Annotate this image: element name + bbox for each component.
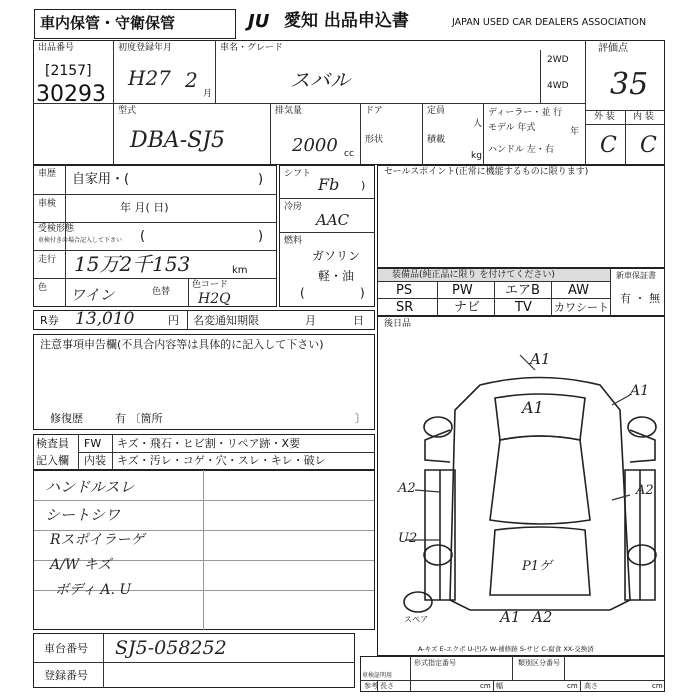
registration-month: 2 [185,68,198,92]
handwritten-line4: A/W キズ [50,557,112,573]
history-close: ) [258,172,264,187]
shift-close: ) [361,179,366,192]
handwritten-line3: Rスポイラーゲ [50,532,145,548]
handwritten-line1: ハンドルスレ [45,478,135,496]
registration-month-unit: 月 [203,89,213,99]
inspector-label: 検査員 [36,437,69,450]
inspection-label: 車検 [38,199,57,209]
inspection-value: 年 月( 日) [120,201,169,214]
displacement-value: 2000 [292,135,338,156]
lot-label: 出品番号 [38,43,75,53]
equipment-pw: PW [452,283,473,298]
damage-legend: A-キズ E-エクボ U-凹み W-補修跡 S-サビ C-腐食 XX-交換済 [418,645,594,653]
color-code-label: 色コード [192,280,229,290]
height-label: 高さ [584,682,598,690]
vehicle-name-label: 車名・グレード [220,43,284,53]
warranty-label: 新車保証書 [616,271,656,280]
mileage-value: 15万2千153 [74,252,191,276]
brand-title: 愛知 出品申込書 [284,11,409,31]
mileage-unit: km [232,265,248,276]
capacity-unit: 人 [473,119,483,129]
height-unit: cm [652,682,663,690]
vehicle-name: スバル [290,68,350,92]
length-label: 長さ [380,682,394,690]
inspector-row2: キズ・汚レ・コゲ・穴・スレ・キレ・破レ [117,454,326,467]
history-label: 車歴 [38,169,57,179]
shift-label: シフト [284,169,312,179]
fuel-label: 燃料 [284,236,303,246]
certificate-label: 車検証明用 [362,672,393,679]
spare-label: スペア [404,615,428,624]
evaluation-score: 35 [610,67,649,102]
exterior-grade: C [600,133,617,158]
displacement-label: 排気量 [275,106,303,116]
interior-label: 内 装 [633,112,654,122]
model-label: 型式 [118,106,137,116]
drive-2wd: 2WD [547,55,569,65]
equipment-navi: ナビ [454,300,481,315]
registration-label: 初度登録年月 [118,43,173,53]
equipment-aw: AW [568,283,590,298]
drive-4wd: 4WD [547,81,569,91]
shape-label: 形状 [365,135,384,145]
repair-close: 〕 [355,412,366,425]
class-number-label: 類別区分番号 [518,659,560,667]
registration-year: H27 [128,66,171,90]
notes-label: 注意事項申告欄(不具合内容等は具体的に記入して下さい) [40,338,324,351]
color-label: 色 [38,283,48,293]
equipment-airbag: エアB [505,283,540,298]
repair-label: 修復歴 [50,412,83,425]
year-unit: 年 [570,127,580,137]
load-unit: kg [471,151,482,161]
displacement-unit: cc [344,149,354,159]
damage-mark-p1-rear: P1ゲ [522,559,553,574]
damage-mark-a2-bottom: A2 [532,608,553,626]
equipment-label: 装備品(純正品に限り を付けてください) [392,270,555,280]
notice-label: 名変通知期限 [193,314,259,327]
equipment-ps: PS [396,283,413,298]
inspector-row1-prefix: FW [84,437,102,450]
color-value: ワイン [70,286,115,304]
handle-label: ハンドル 左・右 [488,145,554,155]
equipment-sr: SR [396,300,414,315]
lot-number: 30293 [36,82,106,107]
after-label: 後日品 [384,319,412,329]
registration-form-note: 車検付きの場合記入して下さい [38,237,123,244]
fuel-alt: 軽・油 [318,269,355,283]
chassis-label: 車台番号 [44,642,88,655]
inspector-label-2: 記入欄 [36,454,69,467]
evaluation-label: 評価点 [598,43,628,54]
registration-number-label: 登録番号 [44,669,88,682]
exterior-label: 外 装 [594,112,615,122]
length-unit: cm [480,682,491,690]
interior-grade: C [640,133,657,158]
damage-mark-a1-right: A1 [630,383,650,399]
mileage-label: 走行 [38,255,57,265]
inspector-row2-prefix: 内装 [84,454,106,467]
damage-mark-u2-left: U2 [398,531,418,546]
sales-point-label: セールスポイント(正常に機能するものに限ります) [384,167,589,177]
recycle-value: 13,010 [75,309,135,329]
damage-mark-a1-hood: A1 [522,398,544,417]
model-value: DBA-SJ5 [130,128,226,153]
damage-mark-a1-front: A1 [530,350,551,368]
storage-label: 車内保管・守衛保管 [40,14,176,32]
fuel-paren-close: ) [360,286,365,300]
dealer-label: ディーラー・並 行 [488,108,563,118]
cooling-label: 冷房 [284,202,303,212]
ju-logo: JU [248,11,270,32]
damage-mark-a1-bottom: A1 [500,608,521,626]
registration-form-close: ) [258,229,264,244]
fuel-value: ガソリン [312,249,361,263]
recycle-label: R券 [40,314,59,327]
cooling-value: AAC [316,211,350,229]
repair-value: 有 〔箇所 [115,412,163,425]
notice-day: 日 [353,314,364,327]
reference-label: 参考 [364,682,378,690]
notice-month: 月 [305,314,316,327]
lot-bracket-number: [2157] [45,63,92,79]
shift-value: Fb [318,175,340,194]
equipment-leather: カワシート [554,301,609,314]
damage-mark-a2-left: A2 [398,481,416,496]
chassis-value: SJ5-058252 [115,637,227,659]
registration-form-label: 受検形態 [38,224,75,234]
width-unit: cm [567,682,578,690]
model-year-label: モデル 年式 [488,123,536,133]
recycle-unit: 円 [168,314,179,327]
inspector-row1: キズ・飛石・ヒビ割・リペア跡・X要 [117,437,301,450]
capacity-label: 定員 [427,106,446,116]
warranty-value: 有 ・ 無 [620,292,660,305]
association-name: JAPAN USED CAR DEALERS ASSOCIATION [452,17,647,28]
shape-number-label: 形式指定番号 [414,659,456,667]
equipment-tv: TV [515,300,532,315]
load-label: 積載 [427,135,446,145]
width-label: 幅 [496,682,503,690]
fuel-paren-open: ( [300,286,305,300]
history-value: 自家用・( [72,172,130,187]
door-label: ドア [365,106,383,116]
color-replace-label: 色替 [152,287,171,297]
registration-form-paren: ( [140,229,146,244]
damage-mark-a2-right: A2 [636,483,654,498]
handwritten-line5: ボディ A. U [55,582,132,598]
color-code-value: H2Q [198,291,231,307]
handwritten-line2: シートシワ [45,506,121,524]
